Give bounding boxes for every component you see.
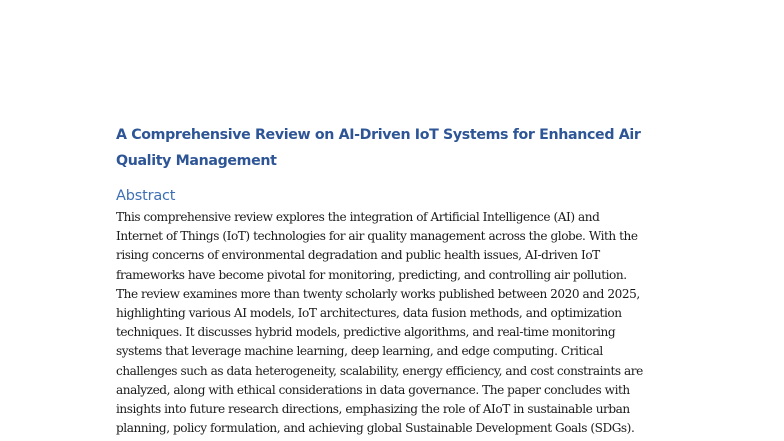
title-line: Quality Management: [116, 153, 277, 169]
abstract-line: systems that leverage machine learning, deep learning, and edge computing. Critical: [116, 344, 603, 359]
abstract-line: insights into future research directions, emphasizing the role of AIoT in sustainable urban: [116, 401, 630, 416]
abstract-line: challenges such as data heterogeneity, scalability, energy efficiency, and cost constraints are: [116, 363, 643, 378]
abstract-line: The review examines more than twenty scholarly works published between 2020 and 2025,: [116, 286, 640, 301]
abstract-line: rising concerns of environmental degradation and public health issues, AI-driven IoT: [116, 248, 600, 263]
abstract-body: [116, 208, 676, 438]
abstract-line: highlighting various AI models, IoT architectures, data fusion methods, and optimization: [116, 305, 622, 320]
paper-title: [116, 122, 676, 174]
abstract-line: frameworks have become pivotal for monitoring, predicting, and controlling air pollution.: [116, 267, 627, 282]
abstract-line: This comprehensive review explores the integration of Artificial Intelligence (AI) and: [116, 210, 600, 224]
abstract-line: techniques. It discusses hybrid models, predictive algorithms, and real-time monitoring: [116, 325, 616, 340]
abstract-line: analyzed, along with ethical considerations in data governance. The paper concludes with: [116, 382, 630, 397]
abstract-heading: Abstract: [116, 188, 176, 204]
abstract-line: planning, policy formulation, and achieving global Sustainable Development Goals (SDGs).: [116, 421, 635, 436]
abstract-line: Internet of Things (IoT) technologies for air quality management across the globe. With the: [116, 229, 638, 244]
title-line: A Comprehensive Review on AI-Driven IoT Systems for Enhanced Air: [116, 127, 641, 143]
